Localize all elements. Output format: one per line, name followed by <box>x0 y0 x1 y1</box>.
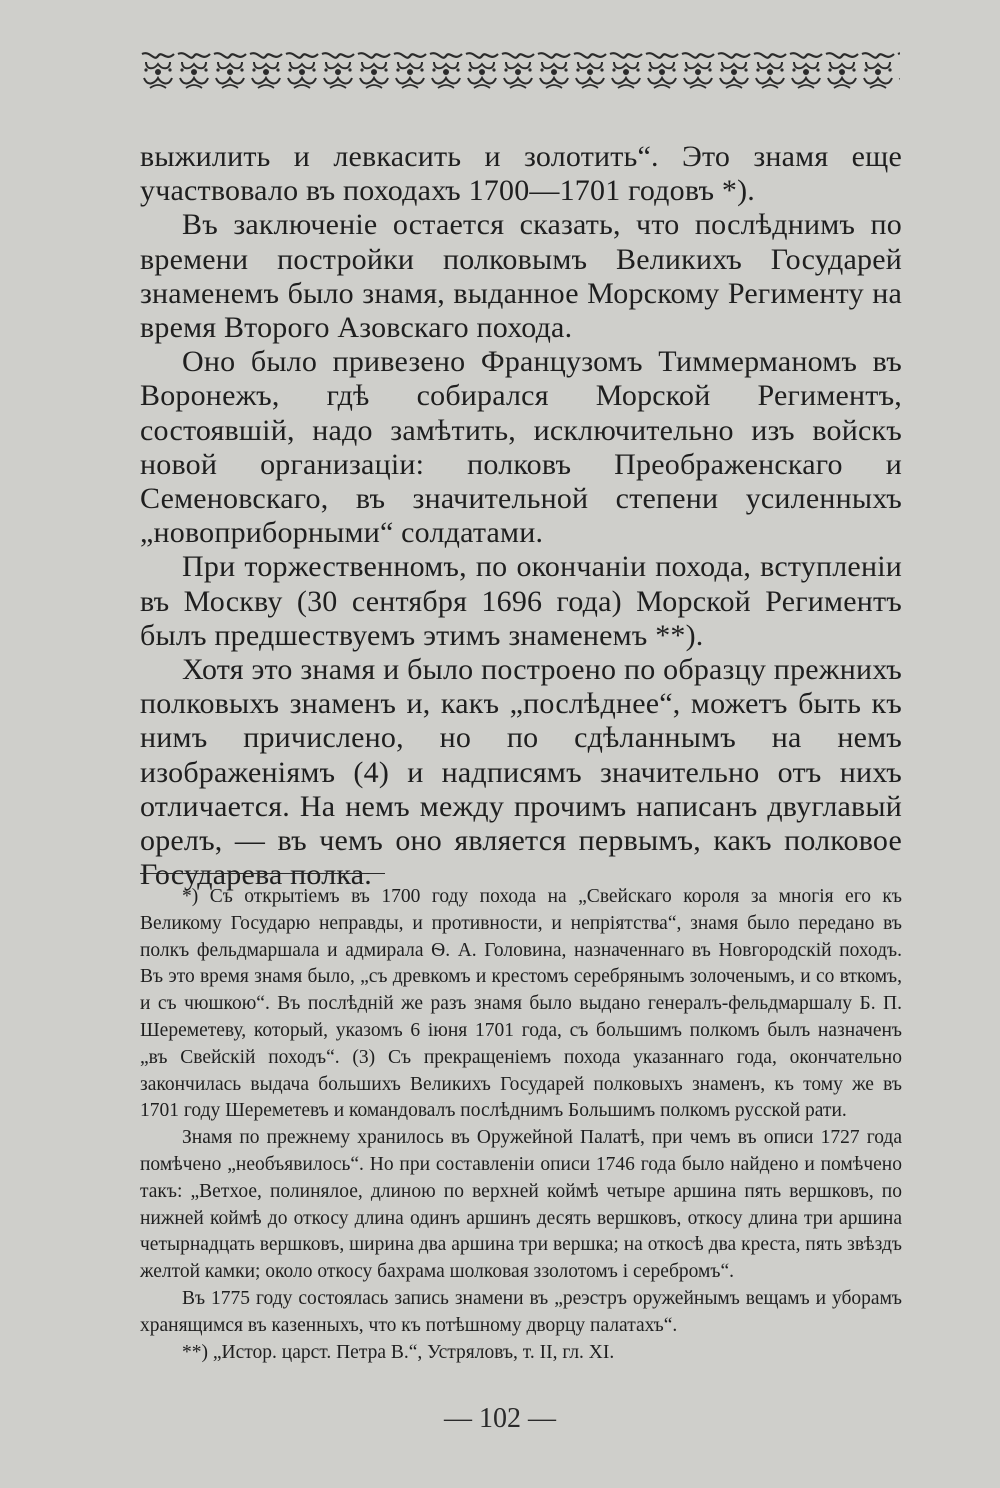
paragraph-continued: выжилить и левкасить и золотить“. Это знамя еще участвовало въ походахъ 1700—1701 годовъ *). <box>140 140 902 208</box>
main-text <box>140 140 902 892</box>
footnote-2: **) „Истор. царст. Петра В.“, Устряловъ, т. II, гл. XI. <box>182 1341 615 1363</box>
footnote-1-continued: Знамя по прежнему хранилось въ Оружейной Палатѣ, при чемъ въ описи 1727 года помѣчено „необъявилось“. Но при составленіи описи 1746 года было найдено и помѣчено такъ: „Ветхое, полинялое, длиною по верхней коймѣ четыре аршина пять вершковъ, по нижней коймѣ до откосу длина одинъ аршинъ десять вершковъ, откосу длина три аршина четырнадцать вершковъ, ширина два аршина три вершка; на откосѣ два креста, пять звѣздъ желтой камки; около откосу бахрама шолковая ззолотомъ і серебромъ“. <box>140 1127 902 1283</box>
paragraph-voronezh: Оно было привезено Французомъ Тиммерманомъ въ Воронежъ, гдѣ собирался Морской Региментъ, состоявшій, надо замѣтить, исключительно изъ войскъ новой организаціи: полковъ Преображенскаго и Семеновскаго, въ значительной степени усиленныхъ „новоприборными“ солдатами. <box>140 345 902 550</box>
page-number: — 102 — <box>444 1403 556 1434</box>
paragraph-conclusion: Въ заключеніе остается сказать, что послѣднимъ по времени постройки полковымъ Великихъ Государей знаменемъ было знамя, выданное Морскому Регименту на время Второго Азовскаго похода. <box>140 208 902 345</box>
footnotes <box>140 884 902 1366</box>
footnote-divider <box>140 873 385 874</box>
paragraph-banner-description: Хотя это знамя и было построено по образцу прежнихъ полковыхъ знаменъ и, какъ „послѣднее“, можетъ быть къ нимъ причислено, но по сдѣланнымъ на немъ изображеніямъ (4) и надписямъ значительно отъ нихъ отличается. На немъ между прочимъ написанъ двуглавый орелъ, — въ чемъ оно является первымъ, какъ полковое Государева полка. <box>140 653 902 892</box>
footnote-1-register: Въ 1775 году состоялась запись знамени въ „реэстръ оружейнымъ вещамъ и уборамъ хранящимся въ казенныхъ, что къ потѣшному дворцу палатахъ“. <box>140 1287 902 1336</box>
paragraph-moscow-entry: При торжественномъ, по окончаніи похода, вступленіи въ Москву (30 сентября 1696 года) Морской Региментъ былъ предшествуемъ этимъ знаменемъ **). <box>140 550 902 652</box>
ornamental-header-band-icon <box>140 48 900 94</box>
footnote-1: *) Съ открытіемъ въ 1700 году похода на „Свейскаго короля за многія его къ Великому Государю неправды, и противности, и непріятства“, знамя было передано въ полкъ фельдмаршала и адмирала Ѳ. А. Головина, назначеннаго въ Новгородскій походъ. Въ это время знамя было, „съ древкомъ и крестомъ серебрянымъ золоченымъ, и со вткомъ, и съ чюшкою“. Въ послѣдній же разъ знамя было выдано генералъ-фельдмаршалу Б. П. Шереметеву, который, указомъ 6 іюня 1701 года, съ большимъ полкомъ былъ назначенъ „въ Свейскій походъ“. (3) Съ прекращеніемъ похода указаннаго года, окончательно закончилась выдача большихъ Великихъ Государей полковыхъ знаменъ, къ тому же въ 1701 году Шереметевъ и командовалъ послѣднимъ Большимъ полкомъ русской рати. <box>140 886 902 1122</box>
